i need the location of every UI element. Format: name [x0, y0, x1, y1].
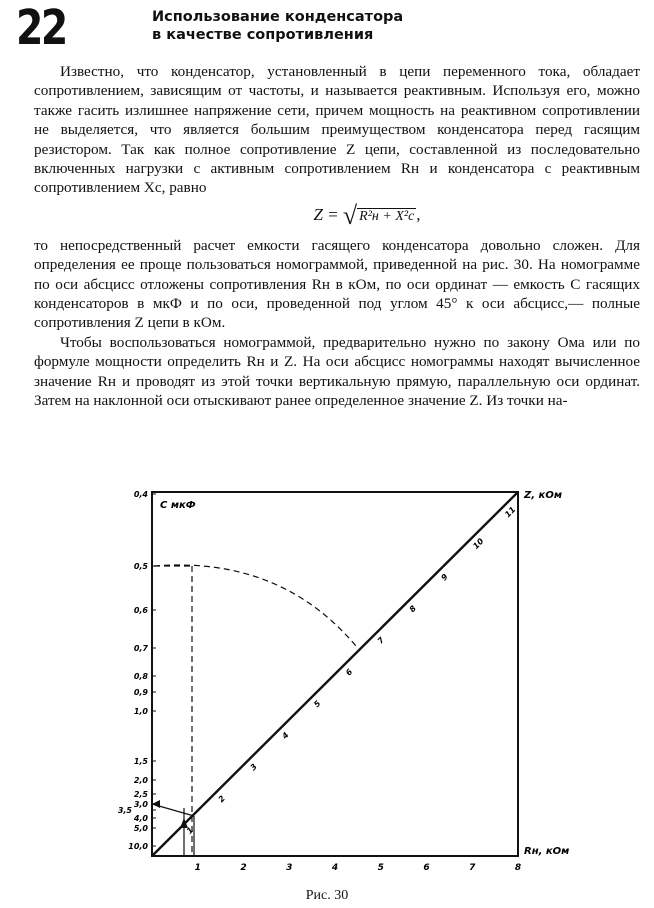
r-axis-label: Rн, кОм: [524, 846, 570, 857]
diagonal-tick-label: 6: [344, 667, 355, 678]
x-tick-label: 4: [331, 863, 339, 873]
y-tick-label: 4,0: [133, 814, 148, 823]
formula: [94, 202, 640, 230]
diagonal-tick-label: 4: [280, 730, 291, 741]
body-text: [34, 62, 640, 411]
diagonal-tick-label: 11: [503, 504, 518, 520]
z-axis-label: Z, кОм: [524, 490, 562, 501]
dashed-arc: [154, 565, 356, 646]
diagonal-tick-label: 8: [407, 603, 418, 615]
paragraph-1: Известно, что конденсатор, установленный в цепи переменного тока, обладает сопротивлением, зависящим от частоты, и называется реактивным. Используя его, можно также гасить излишнее напряжение сети, причем мощность на реактивном сопротивлении не выделяется, что является большим преимуществом конденсатора перед гасящим резистором. Так как полное сопротивление Z цепи, составленной из последовательно включенных нагрузки с активным сопротивлением Rн и конденсатора с реактивным сопротивлением Xс, равно: [34, 63, 640, 197]
y-tick-label: 3,0: [133, 800, 148, 809]
x-tick-label: 7: [469, 863, 476, 873]
x-tick-label: 5: [377, 863, 384, 873]
x-tick-label: 1: [194, 863, 201, 873]
y-tick-label: 3,5: [117, 806, 132, 815]
section-title: [152, 8, 403, 44]
y-tick-label: 1,5: [133, 757, 148, 766]
y-tick-label: 2,0: [133, 776, 148, 785]
x-axis-ticks: [195, 863, 522, 873]
diagonal-tick-label: 1: [184, 825, 196, 836]
y-tick-label: 1,0: [133, 707, 148, 716]
x-tick-label: 2: [240, 863, 247, 873]
y-tick-label: 0,7: [133, 644, 148, 653]
y-tick-label: 0,6: [133, 606, 148, 615]
y-tick-label: 0,8: [133, 672, 148, 681]
diagonal-tick-label: 7: [375, 635, 387, 646]
y-tick-label: 2,5: [133, 790, 148, 799]
y-tick-label: 0,9: [133, 688, 148, 697]
section-title-line1: Использование конденсатора: [152, 9, 404, 25]
y-tick-label: 5,0: [133, 824, 148, 833]
y-tick-label: 0,4: [133, 490, 148, 499]
diagonal-tick-label: 10: [471, 536, 486, 551]
figure-caption: Рис. 30: [305, 888, 349, 903]
formula-lhs: Z =: [313, 204, 339, 224]
nomogram: [110, 478, 570, 876]
diagonal-axis: [152, 492, 518, 856]
formula-tail: ,: [416, 204, 421, 224]
y-tick-label: 0,5: [133, 562, 148, 571]
diagonal-tick-label: 3: [248, 762, 259, 773]
c-axis-label: C мкФ: [160, 500, 196, 511]
y-tick-label: 10,0: [128, 842, 148, 851]
section-number: 22: [16, 0, 66, 56]
paragraph-1-continued: то непосредственный расчет емкости гасящего конденсатора довольно сложен. Для определения ее проще пользоваться номограммой, приведенной на рис. 30. На номограмме по оси абсцисс отложены сопротивления Rн в кОм, по оси ординат — емкость C гасящих конденсаторов в мкФ и по оси, проведенной под углом 45° к оси абсцисс,— полные сопротивления Z цепи в кОм.: [34, 236, 640, 332]
formula-radicand: R²н + X²с: [359, 208, 415, 224]
sqrt-sign: √: [342, 200, 358, 230]
diagonal-tick-label: 2: [216, 793, 228, 805]
x-tick-label: 3: [286, 863, 293, 873]
y-axis-ticks: [118, 490, 156, 851]
diagonal-tick-label: 9: [439, 572, 450, 583]
diagonal-tick-label: 5: [312, 698, 323, 710]
diagonal-ticks: [185, 505, 518, 836]
section-title-line2: в качестве сопротивления: [152, 27, 374, 43]
x-tick-label: 6: [423, 863, 430, 873]
x-tick-label: 8: [514, 863, 522, 873]
paragraph-2: Чтобы воспользоваться номограммой, предварительно нужно по закону Ома или по формуле мощности определить Rн и Z. На оси абсцисс номограммы находят вычисленное значение Rн и проводят из этой точки вертикальную прямую, параллельную оси ординат. Затем на наклонной оси отыскивают ранее определенное значение Z. Из точки на-: [34, 333, 640, 410]
